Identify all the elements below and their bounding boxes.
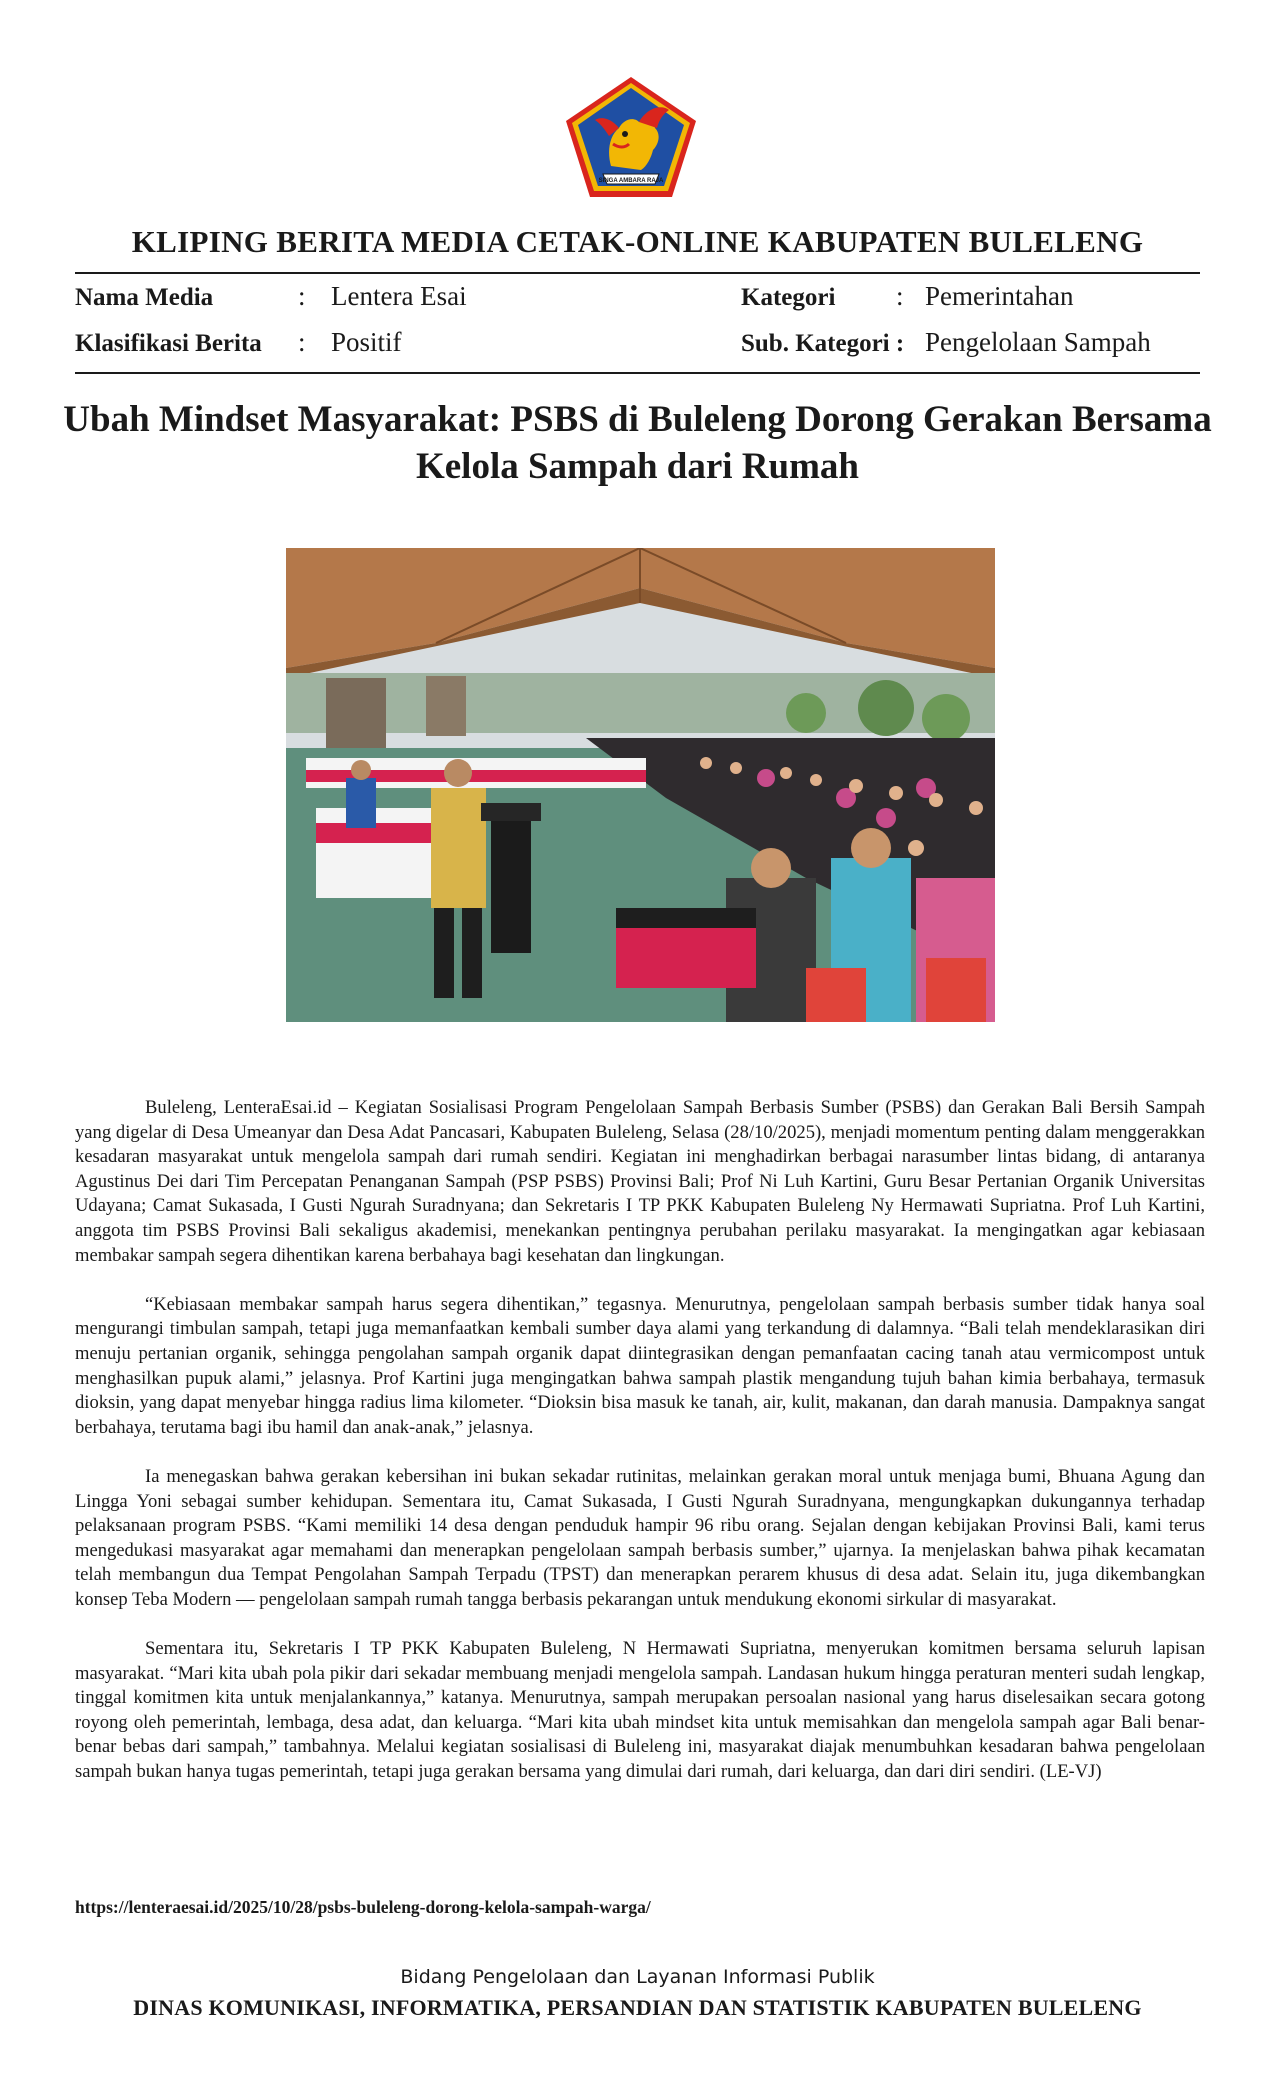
klasifikasi-label: Klasifikasi Berita [75, 330, 262, 357]
kategori-colon: : [896, 281, 904, 311]
article-paragraph: “Kebiasaan membakar sampah harus segera dihentikan,” tegasnya. Menurutnya, pengelolaan sampah berbasis sumber tidak hanya soal mengurangi timbulan sampah, tetapi juga memanfaatkan kembali sumber daya alami yang terkandung di dalamnya. “Bali telah mendeklarasikan diri menuju pertanian organik, sehingga pengolahan sampah organik dapat diintegrasikan dengan pemanfaatan cacing tanah atau vermicompost untuk menghasilkan pupuk alami,” jelasnya. Prof Kartini juga mengingatkan bahwa sampah plastik mengandung tujuh bahan kimia berbahaya, termasuk dioksin, yang dapat menyebar hingga radius lima kilometer. “Dioksin bisa masuk ke tanah, air, kulit, makanan, dan darah manusia. Dampaknya sangat berbahaya, terutama bagi ibu hamil dan anak-anak,” jelasnya. [75, 1293, 1205, 1438]
emblem-icon [563, 74, 699, 200]
article-paragraph: Sementara itu, Sekretaris I TP PKK Kabupaten Buleleng, N Hermawati Supriatna, menyerukan komitmen bersama seluruh lapisan masyarakat. “Mari kita ubah pola pikir dari sekadar membuang menjadi mengelola sampah. Landasan hukum hingga peraturan menteri sudah lengkap, tinggal komitmen kita untuk menjalankannya,” katanya. Menurutnya, sampah merupakan persoalan nasional yang harus diselesaikan secara gotong royong oleh pemerintah, lembaga, desa adat, dan keluarga. “Mari kita ubah mindset kita untuk memisahkan dan mengelola sampah agar Bali benar-benar bebas dari sampah,” tambahnya. Melalui kegiatan sosialisasi di Buleleng ini, masyarakat diajak menumbuhkan kesadaran bahwa pengelolaan sampah bukan hanya tugas pemerintah, tetapi juga gerakan bersama yang dimulai dari rumah, dari keluarga, dan dari diri sendiri. (LE-VJ) [75, 1638, 1205, 1783]
subkategori-label: Sub. Kategori : [741, 330, 905, 357]
emblem-motto: SINGA AMBARA RAJA [598, 178, 664, 184]
document-title: KLIPING BERITA MEDIA CETAK-ONLINE KABUPATEN BULELENG [131, 224, 1144, 259]
media-value: Lentera Esai [331, 281, 467, 311]
subkategori-value: Pengelolaan Sampah [925, 327, 1151, 357]
footer-agency: DINAS KOMUNIKASI, INFORMATIKA, PERSANDIAN DAN STATISTIK KABUPATEN BULELENG [133, 1995, 1142, 2020]
media-colon: : [298, 281, 306, 311]
klasifikasi-colon: : [298, 327, 306, 357]
article-photo [286, 548, 995, 1022]
kategori-label: Kategori [741, 284, 836, 311]
kategori-value: Pemerintahan [925, 281, 1074, 311]
article-body [75, 1096, 1205, 1809]
article-paragraph: Buleleng, LenteraEsai.id – Kegiatan Sosialisasi Program Pengelolaan Sampah Berbasis Sumber (PSBS) dan Gerakan Bali Bersih Sampah yang digelar di Desa Umeanyar dan Desa Adat Pancasari, Kabupaten Buleleng, Selasa (28/10/2025), menjadi momentum penting dalam menggerakkan kesadaran masyarakat untuk mengelola sampah dari rumah sendiri. Kegiatan ini menghadirkan berbagai narasumber lintas bidang, di antaranya Agustinus Dei dari Tim Percepatan Penanganan Sampah (PSP PSBS) Provinsi Bali; Prof Ni Luh Kartini, Guru Besar Pertanian Organik Universitas Udayana; Camat Sukasada, I Gusti Ngurah Suradnyana; dan Sekretaris I TP PKK Kabupaten Buleleng Ny Hermawati Supriatna. Prof Luh Kartini, anggota tim PSBS Provinsi Bali sekaligus akademisi, menekankan pentingnya perubahan perilaku masyarakat. Ia mengingatkan agar kebiasaan membakar sampah segera dihentikan karena berbahaya bagi kesehatan dan lingkungan. [75, 1097, 1205, 1266]
footer-department: Bidang Pengelolaan dan Layanan Informasi Publik [400, 1966, 875, 1988]
buleleng-emblem [563, 74, 699, 200]
source-link[interactable]: https://lenteraesai.id/2025/10/28/psbs-buleleng-dorong-kelola-sampah-warga/ [75, 1897, 651, 1917]
top-divider [75, 272, 1200, 274]
bottom-divider [75, 372, 1200, 374]
article-headline: Ubah Mindset Masyarakat: PSBS di Buleleng Dorong Gerakan Bersama Kelola Sampah dari Rumah [63, 399, 1212, 487]
media-label: Nama Media [75, 284, 214, 311]
klasifikasi-value: Positif [331, 327, 402, 357]
article-paragraph: Ia menegaskan bahwa gerakan kebersihan ini bukan sekadar rutinitas, melainkan gerakan moral untuk menjaga bumi, Bhuana Agung dan Lingga Yoni sebagai sumber kehidupan. Sementara itu, Camat Sukasada, I Gusti Ngurah Suradnyana, mengungkapkan dukungannya terhadap pelaksanaan program PSBS. “Kami memiliki 14 desa dengan penduduk hampir 96 ribu orang. Sejalan dengan kebijakan Provinsi Bali, kami terus mengedukasi masyarakat agar memahami dan menerapkan pengelolaan sampah berbasis sumber,” ujarnya. Ia menjelaskan bahwa pihak kecamatan telah membangun dua Tempat Pengolahan Sampah Terpadu (TPST) dan menerapkan perarem khusus di desa adat. Selain itu, juga dikembangkan konsep Teba Modern — pengelolaan sampah rumah tangga berbasis pekarangan untuk mendukung ekonomi sirkular di masyarakat. [75, 1465, 1205, 1610]
